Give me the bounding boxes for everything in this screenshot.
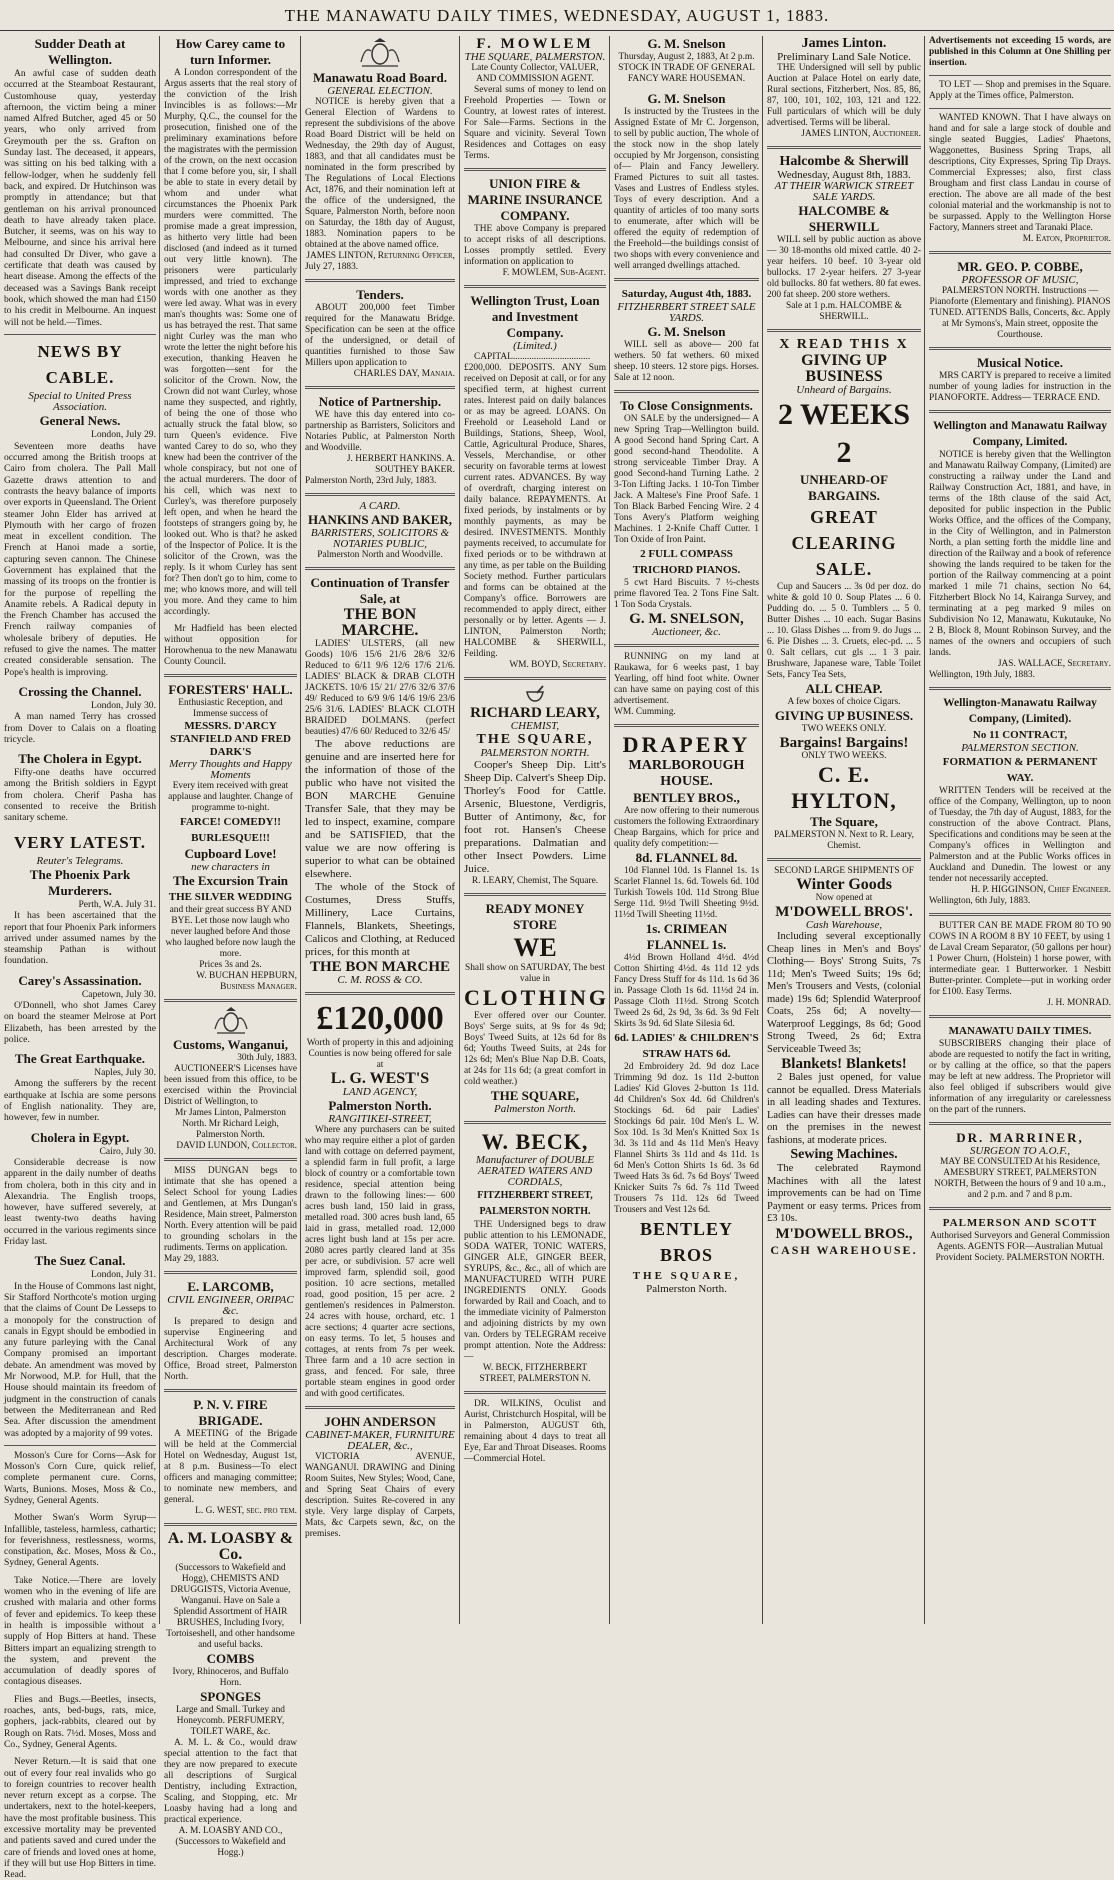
advert-heading: Wellington Trust, Loan and Investment Company. — [470, 293, 600, 340]
advert-heading: Notice of Partnership. — [318, 394, 442, 409]
advert-heading: Cupboard Love! — [184, 846, 277, 861]
advert-text: Wednesday, August 8th, 1883. — [777, 169, 911, 181]
article-body: It has been ascertained that the report that four Phoenix Park informers arrived under assumed names by the steamship Pathan is without foundation. — [4, 910, 156, 967]
advert-subheading: Palmerston North. — [494, 1103, 576, 1115]
advert-text: DR. WILKINS, Oculist and Aurist, Christchurch Hospital, will be in Palmerston, AUGUST 6th, remaining about 4 days to treat all Eye, Ear and Throat Diseases. Rooms—Commercial Hotel. — [464, 1399, 606, 1464]
advert-heading: GIVING UP BUSINESS — [801, 352, 887, 385]
article-heading: Crossing the Channel. — [18, 683, 142, 699]
advert-heading: The Excursion Train — [172, 873, 289, 888]
section-heading: VERY LATEST. — [13, 832, 146, 852]
advert-subheading: C. M. ROSS & CO. — [337, 974, 423, 986]
section-subheading: Special to United Press Association. — [28, 389, 132, 414]
advert-signature: W. BECK, FITZHERBERT STREET, PALMERSTON N. — [479, 1363, 591, 1384]
advert-text: PALMERSTON N. Next to R. Leary, Chemist. — [773, 830, 914, 851]
advert-heading: SPONGES — [200, 1689, 261, 1704]
advert-heading: X READ THIS X — [779, 337, 909, 352]
article-heading: The Cholera in Egypt. — [18, 751, 142, 767]
advert-subheading: RANGITIKEI-STREET, — [328, 1113, 432, 1125]
advert-text: Large and Small. Turkey and Honeycomb. PERFUMERY, TOILET WARE, &c. — [176, 1705, 285, 1737]
advert-heading: Tenders. — [356, 287, 404, 302]
advert-heading: BENTLEY BROS., — [633, 790, 740, 805]
advert-heading: MR. GEO. P. COBBE, — [957, 259, 1083, 274]
advert-heading: James Linton. — [801, 36, 887, 51]
column-rule — [159, 36, 160, 1624]
advert-text: Never Return.—It is said that one out of every four real invalids who go to foreign countries to recover health never return except as a corpse. The undertakers, next to the hotel-keepers, have the most profitable business. This excessive mortality may be prevented and patients saved and cured under the care of friends and loved ones at home, if they will but use Hop Bitters in time. Read. — [4, 1756, 156, 1880]
dateline: Capetown, July 30. — [81, 988, 156, 1000]
advert-heading: G. M. SNELSON, — [629, 611, 744, 627]
advert-heading: Bargains! Bargains! — [779, 735, 909, 751]
advert-text: ONLY TWO WEEKS. — [801, 751, 887, 761]
advert-text: MAY BE CONSULTED At his Residence, AMESBURY STREET, PALMERSTON NORTH, Between the hours of 9 and 10 a.m., and 2 p.m. and 7 and 8 p.m. — [934, 1157, 1106, 1200]
advert-heading: MANAWATU DAILY TIMES. — [948, 1025, 1092, 1037]
advert-text: The above reductions are genuine and are inserted here for the information of those of the public who have not visited the BON MARCHE Genuine Transfer Sale, that they may be led to inspect, examine, compare and be SATISFIED, that the value we are now offering is superior to what can be obtained elsewhere. — [305, 738, 455, 880]
advert-subheading: AT THEIR WARWICK STREET SALE YARDS. — [774, 180, 914, 203]
advert-heading: HANKINS AND BAKER, — [307, 512, 453, 527]
advert-heading: GREAT CLEARING SALE. — [791, 507, 897, 579]
advert-heading: Wellington-Manawatu Railway Company, (Limited). — [943, 697, 1097, 725]
advert-heading: WE — [513, 933, 557, 962]
advert-heading: E. LARCOMB, — [187, 1279, 274, 1294]
advert-text: Enthusiastic Reception, and Immense success of — [178, 698, 283, 719]
advert-subheading: PROFESSOR OF MUSIC, — [961, 274, 1079, 286]
advert-text: PALMERSTON NORTH. Instructions — Pianoforte (Elementary and finishing). PIANOS TUNED. ATTENDS Balls, Concerts, &c. Apply at Mr Symons's, Main street, opposite the Courthouse. — [929, 286, 1111, 340]
advert-heading: Customs, Wanganui, — [173, 1037, 288, 1052]
royal-crest-icon — [356, 38, 404, 68]
advert-heading: L. G. WEST'S — [330, 1070, 430, 1087]
advert-subheading: new characters in — [191, 861, 270, 873]
advert-text: (Successors to Wakefield and Hogg), CHEMISTS AND DRUGGISTS, Victoria Avenue, Wanganui. Have on Sale a Splendid Assortment of HAIR BRUSHES, Including Ivory, Tortoiseshell, and other handsome and useful backs. — [166, 1563, 295, 1650]
advert-text: NOTICE is hereby given that the Wellington and Manawatu Railway Company, (Limited) are constructing a railway under the Land and Railway Construction Act, 1881, and have, in terms of the 18th clause of the said Act, deposited for public inspection in the Public Works Office, and the offices of the Company, in the City of Wellington, and in Palmerston North, a plan setting forth the middle line and direction of the Railway and a book of reference showing the lands required to be taken for the portion of the Railway commencing at a point marked 1 mile 71 chains, section No 64, Fitzherbert Block No 14, Kairanga Survey, and terminating at a peg marked 9 miles on Subdivision No 12, Manawatu, Kukutauke, No 2 B, Block 8, Mount Robinson Survey, and the names of the owners and occupiers of such lands. — [929, 450, 1111, 658]
advert-heading: No 11 CONTRACT, — [972, 729, 1068, 741]
advert-heading: THE BON MARCHE. — [341, 606, 419, 639]
advert-subheading: THE SQUARE, — [632, 1270, 741, 1282]
dateline: Wellington, 19th July, 1883. — [929, 670, 1035, 680]
advert-heading: Saturday, August 4th, 1883. — [621, 288, 752, 300]
column-rule — [762, 36, 763, 1624]
advert-heading: THE BON MARCHE — [309, 959, 450, 975]
advert-text: MRS CARTY is prepared to receive a limited number of young ladies for instruction in the PIANOFORTE. Address— TERRACE END. — [929, 371, 1111, 403]
advert-text: Ivory, Rhinoceros, and Buffalo Horn. — [172, 1667, 289, 1688]
advert-heading: FARCE! COMEDY!! BURLESQUE!!! — [180, 816, 281, 844]
advert-text: 2 Bales just opened, for value cannot be equalled. Dress Materials in all leading shades and Textures. Ladies can have their dresses made on the premises in the newest fashions, at moderate prices. — [767, 1072, 921, 1146]
advert-text: WILL sell as above— 200 fat wethers. 50 fat wethers. 60 mixed sheep. 10 steers. 12 store pigs. Horses. Sale at 12 noon. — [614, 340, 759, 383]
advert-text: 10d Flannel 10d. 1s Flannel 1s. 1s Scarlet Flannel 1s. 6d. Towels 6d. 10d Turkish Towels 10d. 11d Strong Blue Serge 11d. 9½d Twill Sheeting 9½d. 11½d Twill Sheeting 11½d. — [614, 866, 759, 920]
masthead-rule — [0, 30, 1114, 31]
advert-heading: JOHN ANDERSON — [324, 1414, 436, 1429]
advert-heading: HALCOMBE & SHERWILL — [798, 203, 890, 234]
advert-subheading: LAND AGENCY, — [342, 1086, 418, 1098]
article-body: O'Donnell, who shot James Carey on board the steamer Melrose at Port Elizabeth, has been arrested by the police. — [4, 1000, 156, 1045]
advert-text: MISS DUNGAN begs to intimate that she has opened a Select School for young Ladies and Gentlemen, at Mrs Dungan's Residence, Main street, Palmerston North. Every attention will be paid to grounding scholars in the rudiments. Terms on application. — [164, 1166, 297, 1253]
advert-heading: UNION FIRE & MARINE INSURANCE COMPANY. — [467, 176, 603, 223]
advert-heading: W. BECK, — [481, 1129, 589, 1154]
dateline: London, July 31. — [90, 1269, 156, 1281]
advert-text: THE Undersigned will sell by public Auction at Palace Hotel on early date, Rural sections, Fitzherbert, Nos. 85, 86, 87, 100, 101, 102, 103, 121 and 122. Full particulars of which will be duly advertised. Terms will be liberal. — [767, 63, 921, 128]
advert-text: Take Notice.—There are lovely women who in the evening of life are crushed with malaria and other forms of fever and epidemics. To keep these in health is impossible without a supply of Hop Bitters at hand. These Bitters impart an equalizing strength to the system, and prevent the accumulation of deadly spores of contagious diseases. — [4, 1574, 156, 1688]
advert-heading: UNHEARD-OF BARGAINS. — [799, 472, 889, 503]
advert-signature: F. MOWLEM, Sub-Agent. — [502, 268, 606, 278]
advert-signature: JAS. WALLACE, Secretary. — [997, 659, 1111, 669]
advert-heading: Palmerston North. — [328, 1098, 432, 1113]
advert-text: Authorised Surveyors and General Commission Agents. AGENTS FOR—Australian Mutual Provident Society. PALMERSTON NORTH. — [930, 1231, 1110, 1263]
advert-heading: Manawatu Road Board. — [313, 70, 447, 85]
advert-heading: MESSRS. D'ARCY STANFIELD AND FRED DARK'S — [170, 720, 291, 758]
advert-text: SUBSCRIBERS changing their place of abode are requested to notify the fact in writing, or by calling at the office, so that the papers may be left at new address. The Proprietor will also feel obliged if subscribers would give information of any irregularity or carelessness on the part of the runners. — [929, 1039, 1111, 1115]
article-body: A London correspondent of the Argus asserts that the real story of the conviction of the Irish Invincibles is as follows:—Mr Murphy, Q.C., the counsel for the prosecution, finished one of the preliminary examinations before the magistrates with the permission of the crown, on the next occasion that I come before you, sir, I shall be able to state in every detail by whom and under what circumstances the Phoenix Park murders were committed. The promise made a great impression, as hitherto very little had been disclosed (and indeed as it turned out very little known). The prisoners were particularly impressed, and tried to exchange words with one another as they were led away. What was in every man's thoughts was: Some one of us has betrayed the rest. That same night Curley was the man who wrote the letter the night before his execution, thanking Heaven he was forgotten—sent for the solicitor of the Crown. Now, the Crown did not want Curley, whose name they suspected, and rightly, of being the one of those who actually struck the fatal blow, so turn Queen's evidence. Five wanted Carey to do so, who they knew had been the contriver of the whole conspiracy, but not one of the actual murderers. The door of his cell, which was next to Curley's, was therefore purposely left open, and when he heard the footsteps of strangers going by, he looked out. Who is that? he asked of the Inspector of Police. It is the solicitor of the Crown, was the reply. Is it whom Curley has sent for? Then don't go to him, come to me; who knows more, and will tell you more. And they came to him accordingly. — [164, 68, 297, 617]
advert-text: Several sums of money to lend on Freehold Properties — Town or Country, at lowest rates of interest. For Sale—Farms. Sections in the Square and vicinity. Several Town Residences and Cottages on easy Terms. — [464, 85, 606, 161]
advert-heading: G. M. Snelson — [647, 91, 726, 106]
advert-text: Where any purchasers can be suited who may require either a plot of garden land with cottage on deferred payment, a splendid farm in full profit, a large block of country or a comfortable town residence, special attention being drawn to the following lines:— 600 acres bush land, 150 laid in grass, metalled road. 300 acres bush land, 65 laid in grass, metalled road. 12,000 acres light bush land at 15s per acre. 2080 acres partly cleared land at 35s per acre, or subdivision. 57 acre well improved farm, splendid soil, good position. 10 acre sections, metalled road, good position, 15 per acre. 2 gentlemen's residences in Palmerston. 24 acres with house, orchard, etc. 1 acre sections; 4 quarter acre sections, on easy terms. To let, 5 houses and cottages, at rents from 7s per week. Three farm and a 10 acre section in grass, and fenced. For sale, three portable steam engines in good order and with good certificates. — [305, 1125, 455, 1399]
column-rule — [300, 36, 301, 1624]
advert-heading: 2 FULL COMPASS TRICHORD PIANOS. — [632, 548, 741, 576]
advert-text: AUCTIONEER'S Licenses have been issued from this office, to be exercised within the Provincial District of Wellington, to — [164, 1064, 297, 1107]
advert-subheading: A CARD. — [359, 500, 401, 512]
advert-heading: A. M. LOASBY & Co. — [167, 1530, 294, 1563]
advert-subheading: THE SQUARE, PALMERSTON. — [464, 51, 606, 63]
advert-text: Palmerston North and Woodville. — [317, 550, 443, 560]
advert-text: SECOND LARGE SHIPMENTS OF — [774, 866, 914, 876]
column-2 — [164, 36, 297, 1858]
dateline: July 27, 1883. — [305, 262, 359, 272]
advert-text: Every item received with great applause and laughter. Change of programme to-night. — [168, 781, 293, 813]
advert-heading: Sewing Machines. — [790, 1147, 898, 1162]
dateline: 30th July, 1883. — [237, 1053, 297, 1063]
advert-subheading: CIVIL ENGINEER, ORIPAC &c. — [167, 1294, 294, 1317]
advert-signature: WM. Cumming. — [614, 707, 676, 717]
advert-heading: M'DOWELL BROS., — [775, 1225, 913, 1242]
advert-heading: F. MOWLEM — [476, 36, 594, 52]
advert-heading: RICHARD LEARY, — [470, 705, 600, 721]
advert-signature: DAVID LUNDON, Collector. — [176, 1141, 297, 1151]
advert-text: Preliminary Land Sale Notice. — [777, 51, 911, 63]
article-heading: The Suez Canal. — [34, 1253, 126, 1269]
advert-subheading: CHEMIST, — [510, 720, 560, 732]
advert-heading: BENTLEY BROS — [639, 1219, 734, 1265]
article-body: Mr Hadfield has been elected without opposition for Horowhenua to the new Manawatu County Council. — [164, 624, 297, 667]
article-body: A man named Terry has crossed from Dover to Calais on a floating tricycle. — [4, 711, 156, 745]
mortar-pestle-icon — [524, 685, 546, 703]
advert-text: WRITTEN Tenders will be received at the office of the Company, Wellington, up to noon of Tuesday, the 7th day of August, 1883, for the construction of the above Contract. Plans, Specifications and conditions may be seen at the Company's offices in Wellington and Palmerston and at the Public Works offices in Auckland and Dunedin. The lowest or any tender not necessarily accepted. — [929, 786, 1111, 884]
advert-heading: 1s. CRIMEAN FLANNEL 1s. — [645, 921, 728, 952]
advert-text: Flies and Bugs.—Beetles, insects, roaches, ants, bed-bugs, rats, mice, gophers, jack-rabbits, cleared out by Rough on Rats. 7½d. Moses, Moss and Co., Sydney, General Agents. — [4, 1693, 156, 1750]
advert-heading: GIVING UP BUSINESS. — [774, 708, 914, 723]
advert-text: The celebrated Raymond Machines with all the latest improvements can be had on Time Payment or easy terms. Prices from £3 10s. — [767, 1163, 921, 1224]
advert-text: Now opened at — [815, 893, 873, 903]
advert-heading: M'DOWELL BROS'. — [775, 904, 913, 920]
dateline: Palmerston North, 23rd July, 1883. — [305, 476, 437, 486]
advert-text: THE Undersigned begs to draw public attention to his LEMONADE, SODA WATER, TONIC WATERS, GINGER ALE, GINGER BEER, SYRUPS, &c., &c., all of which are MANUFACTURED WITH PURE INGREDIENTS ONLY. Goods forwarded by Rail and Coach, and to the immediate vicinity of Palmerston and adjoining districts by my own van. Orders by TELEGRAM receive prompt attention. Note the Address:— — [464, 1220, 606, 1362]
column-4 — [464, 36, 610, 1624]
advert-text: Ever offered over our Counter. Boys' Serge suits, at 9s for 4s 9d; Boys' Tweed Suits, at 12s 6d for 8s 6d; Youths Tweed Suits, at 24s for 12s 6d; Men's Blue Nap D.B. Coats, at 24s for 11s 6d; (a great comfort in cold weather.) — [464, 1011, 606, 1087]
dateline: London, July 30. — [90, 699, 156, 711]
advert-text: Cup and Saucers ... 3s 0d per doz. do white & gold 10 0. Soup Plates ... 6 0. Pudding do. ... 5 0. Tumblers ... 5 0. Butter Dishes ... 10 each. Sugar Basins ... 10. Glass Dishes ... from 9. do Jugs ... 6. Pie Dishes ... 3. Cruets, elec-pd. ... 5 0. Salt cellars, cut gls ... 1 3 pair. Brushware, Japanese ware, Table Toilet Sets, Fancy Tea Sets, — [767, 582, 921, 680]
advert-signature: W. BUCHAN HEPBURN, Business Manager. — [196, 971, 297, 992]
advert-heading: To Close Consignments. — [620, 398, 753, 413]
advert-subheading: Cash Warehouse, — [805, 919, 883, 931]
advert-signature: R. LEARY, Chemist, The Square. — [471, 876, 599, 886]
advert-text: Thursday, August 2, 1883, At 2 p.m. STOCK IN TRADE OF GENERAL FANCY WARE HOUSEMAN. — [618, 52, 755, 84]
advert-text: CAPITAL.................................£200,000. DEPOSITS. ANY Sum received on Deposit at call, or for any specified term, at highest current rates. Interest paid on daily balances or as may be agreed. LOANS. On Freehold or Leasehold Land or Buildings, Stations, Sheep, Wool, Cattle, Agricultural Produce, Shares, Vessels, Merchandise, or other security on favorable terms at lowest current rates. ADVANCES. By way of overdraft, charging interest on daily balance. REPAYMENTS. At fixed periods, by instalments or by monthly payments, as may be desired. INVESTMENTS. Monthly payments received, to accumulate for fixed periods or to be withdrawn at any time, as per table on the Building Society method. Further particulars and forms can be obtained at the Company's office. Borrowers are recommended to apply direct, either personally or by letter. Agents — J. LINTON, Palmerston North; HALCOMBE & SHERWILL, Feilding. — [464, 352, 606, 659]
dateline: London, July 29. — [90, 429, 156, 441]
advert-text: ON SALE by the undersigned— A new Spring Trap—Wellington build. A good Second hand Spring Cart. A good second-hand Theodolite. A strong serviceable Timber Dray. A good Second-hand Turning Lathe. 2 3-Ton Lifting Jacks. 1 10-Ton Timber Jack. A Maltese's Fine Proof Safe. 1 Ton Black Barbed Fencing Wire. 2 4 Tons Avery's Platform weighing Machines. 1 2-Knife Chaff Cutter. 1 Ton Oxide of Iron Paint. — [614, 414, 759, 545]
advert-subheading: PALMERSTON SECTION. — [961, 742, 1079, 754]
advert-heading: 2 WEEKS 2 — [778, 398, 910, 469]
advert-heading: COMBS — [206, 1651, 255, 1666]
column-1 — [4, 36, 156, 1880]
classified-notice: Advertisements not exceeding 15 words, are published in this Column at One Shilling per insertion. — [929, 36, 1111, 68]
advert-heading: Continuation of Transfer Sale, at — [310, 575, 450, 606]
advert-text: ABOUT 200,000 feet Timber required for the Manawatu Bridge. Specification can be seen at the office of the undersigned, or detail of quantities furnished to those Saw Millers upon application to — [305, 303, 455, 368]
advert-text: Including several exceptionally Cheap lines in Men's and Boys' Clothing— Boys' Strong Suits, 7s 11d; Men's Tweed Suits; 19s 6d; Men's Trousers and Vests, (colonial made) 19s 6d; Splendid Waterproof Coats, 25s 6d; A novelty—Waterproof Leggings, 8s 6d; Good Strong Tweed, 2s 6d; Extra Serviceable Tweed 3s; — [767, 931, 921, 1055]
advert-text: THE above Company is prepared to accept risks of all descriptions. Losses promptly settled. Every information on application to — [464, 224, 606, 267]
advert-signature: CHARLES DAY, Manaia. — [353, 369, 455, 379]
article-heading: Carey's Assassination. — [18, 972, 142, 988]
advert-text: LADIES' ULSTERS, (all new Goods) 10/6 15/6 21/6 28/6 32/6 Reduced to 6/11 9/6 12/6 17/6 21/6. LADIES' BLACK & DRAB CLOTH JACKETS. 10/6 15/ 21/ 27/6 32/6 37/6 49/ Reduced to 6/9 9/6 14/6 19/6 23/6 25/6 31/6. LADIES' BLACK CLOTH BRAIDED DOLMANS. (perfect beauties) 47/6 60/ Reduced to 32/6 45/ — [305, 639, 455, 737]
advert-text: RUNNING on my land at Raukawa, for 6 weeks past, 1 bay Yearling, off hind foot white. Owner can have same on paying cost of this advertisement. — [614, 652, 759, 706]
advert-heading: FORESTERS' HALL. — [168, 682, 293, 697]
advert-text: 5 cwt Hard Biscuits. 7 ½-chests prime flavored Tea. 2 Tons Fine Salt. 1 Ton Soda Crystals. — [614, 578, 759, 610]
advert-signature: J. HERBERT HANKINS. A. SOUTHEY BAKER. — [346, 454, 455, 475]
advert-text: Mr James Linton, Palmerston North. Mr Richard Leigh, Palmerston North. — [175, 1108, 286, 1140]
advert-subheading: CABINET-MAKER, FURNITURE DEALER, &c., — [305, 1429, 455, 1452]
advert-signature: M. Eaton, Proprietor. — [1022, 234, 1111, 244]
advert-signature: H. P. HIGGINSON, Chief Engineer. — [970, 885, 1111, 895]
advert-heading: DRAPERY — [622, 732, 751, 757]
advert-heading: MARLBOROUGH HOUSE. — [628, 758, 745, 789]
advert-heading: Wellington and Manawatu Railway Company, Limited. — [932, 420, 1108, 448]
advert-heading: Halcombe & Sherwill — [779, 154, 909, 169]
advert-subheading: Unheard of Bargains. — [796, 384, 892, 396]
article-body: An awful case of sudden death occurred at the Steamboat Restaurant, Customhouse quay, yesterday afternoon, the victim being a miner named Alfred Butcher, aged 45 or 50 years, who only arrived from Greymouth per the ss. Grafton on Sunday last. The deceased, it appears, was sitting on his bed talking with a fellow-lodger, when he suddenly fell back, and expired. Dr Hutchinson was promptly in attendance; but that gentleman on his arrival pronounced death to have already taken place. Butcher, it seems, was on his way to Melbourne, and since his arrival here had consulted Dr Diver, who gave a certificate that death was caused by heart disease. Among the effects of the deceased was a Savings Bank receipt book, which showed the man had £150 to his credit in Melbourne. An inquest will not be held.—Times. — [4, 68, 156, 328]
advert-subheading: (Limited.) — [513, 340, 557, 352]
advert-signature: Sale at 1 p.m. HALCOMBE & SHERWILL. — [786, 301, 902, 322]
advert-subheading: BARRISTERS, SOLICITORS & NOTARIES PUBLIC, — [310, 527, 450, 550]
article-body: Considerable decrease is now apparent in the daily number of deaths from cholera, both in this city and in Alexandria. The English troops, however, have suffered severely, at least twenty-two deaths having occurred in the various regiments since Friday last. — [4, 1156, 156, 1248]
column-5 — [614, 36, 759, 1624]
advert-heading: CLOTHING — [464, 985, 610, 1010]
article-heading: The Phoenix Park Murderers. — [29, 866, 131, 898]
advert-heading: PALMERSON AND SCOTT — [942, 1217, 1098, 1229]
advert-subheading: FITZHERBERT STREET SALE YARDS. — [617, 301, 756, 324]
dateline: Naples, July 30. — [94, 1067, 156, 1079]
column-6 — [767, 36, 921, 1624]
advert-heading: 8d. FLANNEL 8d. — [635, 850, 738, 865]
advert-subheading: GENERAL ELECTION. — [327, 85, 433, 97]
advert-heading: ALL CHEAP. — [805, 681, 883, 696]
column-rule — [924, 36, 925, 1624]
advert-heading: G. M. Snelson — [647, 324, 726, 339]
advert-text: Is prepared to design and supervise Engineering and Architectural Work of any description. Charges moderate. Office, Broad street, Palmerston North. — [164, 1317, 297, 1382]
advert-text: A few boxes of choice Cigars. — [787, 697, 901, 707]
advert-text: The whole of the Stock of Costumes, Dress Stuffs, Millinery, Lace Curtains, Flannels, Blankets, Sheetings, Calicos and Clothing, at Reduced prices, for this month at — [305, 881, 455, 958]
royal-crest-icon — [211, 1007, 251, 1035]
advert-text: A. M. L. & Co., would draw special attention to the fact that they are now prepared to execute all descriptions of Surgical Dentistry, including Extraction, Scaling, and Stopping, etc. Mr Loasby having had a long and practical experience. — [164, 1738, 297, 1825]
article-body: Among the sufferers by the recent earthquake at Ischia are some persons of English nationality. They are, however, few in number. — [4, 1078, 156, 1124]
advert-subheading: CASH WAREHOUSE. — [770, 1242, 918, 1257]
advert-text: 2d Embroidery 2d. 9d doz Lace Trimming 9d doz. 1s 11d 2-button Ladies' Kid Gloves 2-button 1s 11d. 4d Children's Sox 4d. 6d Children's Stockings 6d. 6d pair Ladies' Stockings 6d pair. 10d Men's L. W. Sox 10d. 1s 3d Men's Knitted Sox 1s 3d. 3s 11d and 4s 11d Men's Heavy Flannel Shirts 3s 11d and 4s 11d. 1s 6d Men's Cotton Shirts 1s 6d. 3s 6d Tweed Hats 3s 6d. 7s 6d Boys' Tweed Knicker Suits 7s 6d. 7s 11d Tweed Trousers 7s 11d. 12s 6d Tweed Trousers and Vest 12s 6d. — [614, 1062, 759, 1215]
section-heading: NEWS BY CABLE. — [37, 341, 123, 387]
column-3 — [305, 36, 455, 1624]
advert-signature: WM. BOYD, Secretary. — [509, 660, 606, 670]
article-body: In the House of Commons last night, Sir Stafford Northcote's motion urging that the claims of Count De Lesseps to a monopoly for the construction of canals in Egypt should be embodied in any future parleying with the Canal Company promised an important debate. An amendment was moved by Mr Norwood, M.P. for Hull, that the House should maintain its freedom of judgment in the construction of canals between the Mediterranean and Red Sea. After discussion the amendment was adopted by a majority of 99 votes. — [4, 1280, 156, 1439]
advert-text: A MEETING of the Brigade will be held at the Commercial Hotel on Wednesday, August 1st, at 8 p.m. Business—To elect officers and managing committee; to nominate new members, and general. — [164, 1429, 297, 1505]
advert-text: Shall show on SATURDAY, The best value in — [465, 963, 605, 984]
advert-subheading: Auctioneer, &c. — [652, 626, 721, 638]
dateline: Wellington, 6th July, 1883. — [929, 896, 1031, 906]
advert-text: VICTORIA AVENUE, WANGANUI. DRAWING and Dining Room Suites, New Styles; Wood, Cane, and Spring Seat Chairs of every description. Suites Re-covered in any style. Very large display of Carpets, Mats, &c Carpets sewn, &c, on the premises. — [305, 1452, 455, 1539]
article-heading: Sudder Death at Wellington. — [34, 36, 126, 67]
advert-heading: Musical Notice. — [977, 355, 1063, 370]
column-rule — [459, 36, 460, 1624]
advert-heading: FORMATION & PERMANENT WAY. — [942, 756, 1098, 784]
advert-text: Mosson's Cure for Corns—Ask for Mosson's Corn Cure, quick relief, complete permanent cure. Corns, Warts, Bunions. Moses, Moss & Co., Sydney, General Agents. — [4, 1449, 156, 1506]
advert-signature: A. M. LOASBY AND CO., (Successors to Wakefield and Hogg.) — [175, 1826, 286, 1858]
advert-heading: £120,000 — [316, 1000, 444, 1037]
advert-text: Mother Swan's Worm Syrup—Infallible, tasteless, harmless, cathartic; for feverishness, restlessness, worms, constipation, &c. Moses, Moss & Co., Sydney, General Agents. — [4, 1512, 156, 1569]
advert-heading: C. E. HYLTON, — [791, 762, 897, 813]
advert-heading: READY MONEY STORE — [485, 901, 585, 932]
advert-signature: J. H. MONRAD. — [1047, 998, 1111, 1008]
article-heading: How Carey came to turn Informer. — [175, 36, 286, 67]
advert-heading: G. M. Snelson — [647, 36, 726, 51]
article-heading: Cholera in Egypt. — [30, 1129, 130, 1145]
masthead: THE MANAWATU DAILY TIMES, WEDNESDAY, AUGUST 1, 1883. — [284, 6, 830, 25]
advert-text: TO LET — Shop and premises in the Square. Apply at the Times office, Palmerston. — [929, 80, 1111, 101]
advert-heading: P. N. V. FIRE BRIGADE. — [193, 1397, 268, 1428]
advert-heading: 6d. LADIES' & CHILDREN'S STRAW HATS 6d. — [614, 1032, 759, 1060]
section-subheading: Reuter's Telegrams. — [36, 854, 124, 867]
advert-text: WILL sell by public auction as above— 30 18-months old mixed cattle. 40 2-year heifers. 10 beef. 10 3-year old bullocks. 17 2-year heifers. 27 3-year old bullocks. 80 fat wethers. 80 fat ewes. 200 fat sheep. 200 store wethers. — [767, 235, 921, 300]
dateline: Perth, W.A. July 31. — [78, 898, 156, 910]
advert-text: Prices 3s and 2s. — [199, 960, 262, 970]
advert-heading: Winter Goods — [796, 876, 892, 893]
advert-subheading: Merry Thoughts and Happy Moments — [169, 758, 292, 781]
article-heading: The Great Earthquake. — [14, 1051, 146, 1067]
advert-text: Worth of property in this and adjoining Counties is now being offered for sale at — [306, 1038, 454, 1070]
column-7 — [929, 36, 1111, 1624]
advert-heading: THE SQUARE, — [476, 732, 594, 747]
advert-text: WE have this day entered into co-partnership as Barristers, Solicitors and Notaries Public, at Palmerston North and Woodville. — [305, 410, 455, 453]
advert-heading: Blankets! Blankets! — [781, 1056, 907, 1072]
advert-heading: THE SILVER WEDDING — [168, 891, 293, 903]
advert-heading: THE SQUARE, — [490, 1088, 580, 1103]
advert-text: 4½d Brown Holland 4½d. 4½d Cotton Shirting 4½d. 4s 11d 12 yds Fancy Dress Stuff for 4s 11d. 1s 6d 36 in. Passage Cloth 1s 6d. 11½d 24 in. Passage Cloth 11½d. Strong Scotch Tweed 2s 6d, 2s 9d, 3s 6d. 3s 9d Felt Skirts 3s 9d. 6d Slate Silesia 6d. — [614, 953, 759, 1029]
advert-text: TWO WEEKS ONLY. — [801, 724, 887, 734]
advert-text: BUTTER CAN BE MADE FROM 80 TO 90 COWS IN A ROOM 8 BY 10 FEET, by using 1 de Laval Cream Separator, (50 gallons per hour) 1 Power Churn, (Holstein) 1 horse power, with intermediate gear. 1 Butterworker. 1 Nesbitt Butter-printer. Complete—put in working order for £100. Easy Terms. — [929, 921, 1111, 997]
advert-signature: JAMES LINTON, Returning Officer, — [306, 251, 455, 261]
advert-text: Late County Collector, VALUER, AND COMMISSION AGENT. — [471, 63, 599, 84]
article-body: Fifty-one deaths have occurred among the British soldiers in Egypt from cholera. Cherif Pasha has consented to receive the British sanitary scheme. — [4, 767, 156, 824]
advert-subheading: Manufacturer of DOUBLE AERATED WATERS AND CORDIALS, — [475, 1154, 595, 1188]
advert-heading: DR. MARRINER, — [956, 1130, 1084, 1145]
advert-signature: L. G. WEST, sec. pro tem. — [195, 1506, 297, 1516]
advert-text: NOTICE is hereby given that a General Election of Wardens to represent the subdivisions of the above Road Board District will be held on Wednesday, the 29th day of August, 1883, and that all candidates must be nominated in the form prescribed by The Regulations of Local Elections Act, 1876, and their nomination left at the office of the undersigned, the Square, Palmerston North, before noon on Saturday, the 18th day of August, 1883. Nomination papers to be obtained at the above named office. — [305, 97, 455, 250]
advert-subheading: The Square, — [810, 814, 878, 829]
advert-text: and their great success BY AND BYE. Let those now laugh who never laughed before And those who laughed before now laugh the more. — [165, 905, 296, 959]
advert-signature: JAMES LINTON, Auctioneer. — [801, 129, 921, 139]
advert-text: Palmerston North. — [646, 1283, 727, 1295]
article-body: Seventeen more deaths have occurred among the British troops at Cairo from cholera. The Pall Mall Gazette draws attention to and contrasts the heavy balance of imports over exports in Queensland. The Orient steamer John Elder has arrived at Plymouth with her cargo of frozen meat in excellent condition. The French at Hanoi made a sortie, capturing seven cannon. The Chinese Government has explained that the massing of its troops on the frontier is for the purpose of repelling the Anamite rebels. A Radical deputy in the French Chamber has accused the French railway companies of wholesale bribery of deputies. He refused to give the names. The matter created considerable sensation. The Pope's health is improving. — [4, 440, 156, 678]
dateline: Cairo, July 30. — [99, 1145, 156, 1157]
dateline: May 29, 1883. — [164, 1254, 219, 1264]
advert-text: Is instructed by the Trustees in the Assigned Estate of Mr C. Jorgenson, to sell by public auction, The whole of the stock now in the shop lately occupied by Mr Jorgenson, consisting of— Plain and Fancy Jewellery. Framed Pictures to suit all tastes. Vases and Lustres of Endless styles. Toys of every description. And a quantity of articles of too many sorts to enumerate, after which will be offered the equity of redemption of the Freehold—the buildings consist of two shops with every convenience and well arranged dwellings attached. — [614, 107, 760, 271]
article-heading: General News. — [39, 413, 121, 429]
advert-heading: FITZHERBERT STREET, PALMERSTON NORTH. — [477, 1190, 593, 1217]
advert-text: Are now offering to their numerous customers the following Extraordinary Cheap Bargains, which for price and quality defy competition:— — [614, 806, 760, 849]
column-rule — [609, 36, 610, 1624]
advert-subheading: SURGEON TO A.O.F., — [969, 1145, 1071, 1157]
advert-text: Cooper's Sheep Dip. Litt's Sheep Dip. Calvert's Sheep Dip. Thorley's Food for Cattle. Arsenic, Bluestone, Verdigris, Butter of Antimony, &c, for foot rot. Hansen's Cheese preparations. Dalmatian and other Insect Powders. Lime Juice. — [464, 759, 606, 875]
advert-subheading: PALMERSTON NORTH. — [480, 747, 590, 759]
advert-text: WANTED KNOWN. That I have always on hand and for sale a large stock of double and single seated Buggies, Ladies' Phaetons, Waggonettes, Business Spring Traps, all descriptions, City Expresses, Spring Tip Drays. Commercial Expresses; also, first class Brougham and first class Landau in course of erection. The above are all made of the best colonial material and the workmanship is not to be surpassed. Apply to the Wellington Horse Factory, Manners street and Taranaki Place. — [929, 113, 1111, 233]
